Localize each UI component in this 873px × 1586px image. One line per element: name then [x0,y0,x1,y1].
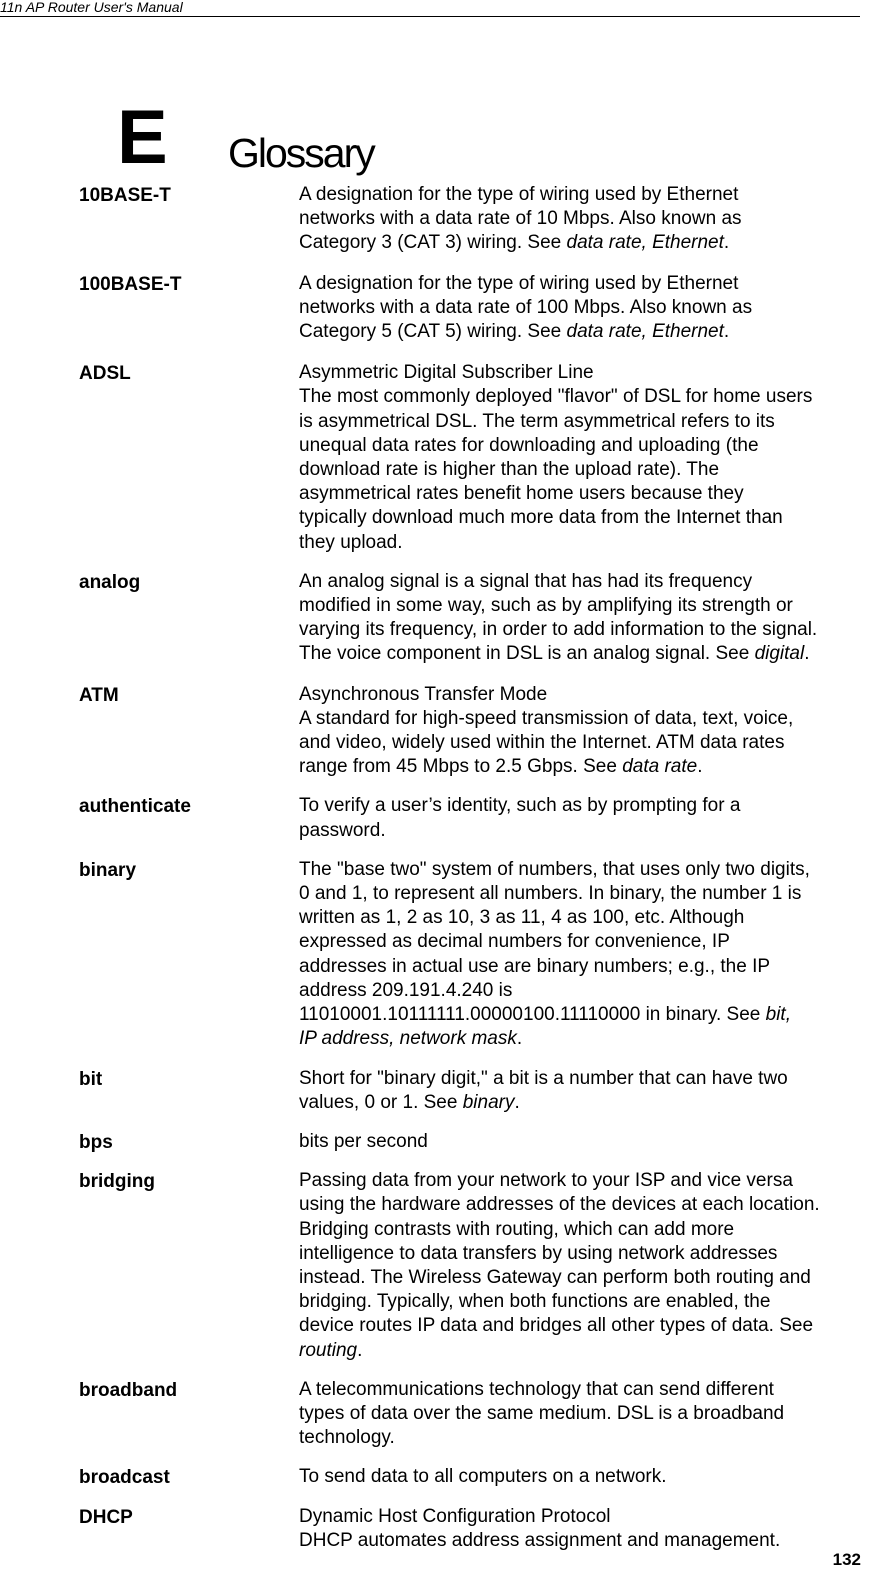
definition-text: 0 and 1, to represent all numbers. In binary, the number 1 is [299,883,802,905]
glossary-entry [79,361,864,555]
definition-line [299,1218,864,1242]
glossary-term: binary [79,859,137,881]
definition-line [299,1465,864,1489]
glossary-entry [79,1067,864,1115]
definition-text: is asymmetrical DSL. The term asymmetrical refers to its [299,410,775,432]
definition-text: varying its frequency, in order to add information to the signal. [299,619,818,641]
definition-text: An analog signal is a signal that has had its frequency [299,570,753,592]
definition-text: typically download much more data from the Internet than [299,507,783,529]
definition-line [299,755,864,779]
definition-line [299,320,864,344]
definition-line [299,1402,864,1426]
definition-text: Asynchronous Transfer Mode [299,683,548,705]
glossary-definition [299,1505,864,1553]
page-header [0,0,860,17]
glossary-term: bridging [79,1171,155,1193]
definition-text: . [723,321,730,343]
definition-line [299,385,864,409]
glossary-definition [299,1130,864,1154]
definition-line [299,231,864,255]
definition-line [299,707,864,731]
definition-text: Dynamic Host Configuration Protocol [299,1505,611,1527]
definition-text: . [516,1028,523,1050]
definition-line [299,1003,864,1027]
definition-text: Category 3 (CAT 3) wiring. See [299,232,567,254]
definition-text: A designation for the type of wiring used by Ethernet [299,272,739,294]
glossary-term: 10BASE-T [79,185,171,206]
definition-text: Category 5 (CAT 5) wiring. See [299,321,567,343]
glossary-definition [299,1378,864,1451]
definition-text: Bridging contrasts with routing, which can add more [299,1218,735,1240]
glossary-term: broadcast [79,1467,170,1489]
glossary-entry [79,858,864,1052]
definition-text: To send data to all computers on a network. [299,1466,667,1488]
definition-line [299,618,864,642]
definition-text: instead. The Wireless Gateway can perform both routing and [299,1266,811,1288]
definition-line [299,1266,864,1290]
glossary-term: analog [79,571,141,593]
glossary-definition [299,683,864,780]
glossary-term: ADSL [79,363,131,385]
glossary-definition [299,1465,864,1489]
definition-text: technology. [299,1427,395,1449]
definition-text: A designation for the type of wiring used by Ethernet [299,184,739,205]
glossary-term: authenticate [79,796,191,818]
glossary-entry [79,570,864,667]
definition-line [299,594,864,618]
definition-text: Passing data from your network to your ISP and vice versa [299,1170,793,1192]
definition-text: bridging. Typically, when both functions are enabled, the [299,1291,771,1313]
definition-text: 11010001.10111111.00000100.11110000 in binary. See [299,1004,766,1026]
definition-line [299,930,864,954]
definition-line [299,955,864,979]
definition-line [299,1426,864,1450]
glossary-definition [299,794,864,842]
definition-line [299,683,864,707]
definition-line [299,979,864,1003]
definition-text: . [514,1091,520,1113]
glossary-definition [299,1169,864,1363]
definition-line [299,482,864,506]
definition-line [299,1169,864,1193]
definition-line [299,1193,864,1217]
definition-line [299,570,864,594]
cross-reference: data rate, Ethernet [566,321,724,343]
definition-line [299,858,864,882]
definition-text: intelligence to data transfers by using network addresses [299,1242,778,1264]
glossary-definition [299,570,864,667]
definition-text: networks with a data rate of 10 Mbps. Also known as [299,208,742,230]
chapter-letter: E [117,95,168,180]
glossary-entry [79,1130,864,1154]
definition-line [299,434,864,458]
page-number: 132 [832,1550,861,1569]
definition-text: written as 1, 2 as 10, 3 as 11, 4 as 100, etc. Although [299,907,745,929]
definition-line [299,361,864,385]
definition-text: download rate is higher than the upload rate). The [299,459,720,481]
definition-text: The voice component in DSL is an analog signal. See [299,643,755,665]
glossary-entry [79,1465,864,1489]
definition-text: A standard for high-speed transmission of data, text, voice, [299,707,794,729]
glossary-term: bit [79,1068,103,1090]
definition-line [299,642,864,666]
definition-text: To verify a user’s identity, such as by prompting for a [299,795,741,817]
glossary-term: ATM [79,684,119,706]
glossary-term: DHCP [79,1506,133,1528]
definition-line [299,794,864,818]
glossary-entry [79,794,864,842]
definition-line [299,1290,864,1314]
definition-text: they upload. [299,531,403,553]
definition-text: and video, widely used within the Internet. ATM data rates [299,732,785,754]
definition-line [299,731,864,755]
glossary-term: bps [79,1131,113,1153]
definition-text: addresses in actual use are binary numbers; e.g., the IP [299,955,771,977]
cross-reference: data rate, Ethernet [566,232,724,254]
definition-text: modified in some way, such as by amplifying its strength or [299,595,793,617]
definition-text: A telecommunications technology that can send different [299,1378,774,1400]
definition-text: expressed as decimal numbers for convenience, IP [299,931,730,953]
glossary-entry [79,683,864,780]
definition-text: The most commonly deployed "flavor" of DSL for home users [299,386,813,408]
definition-line [299,1242,864,1266]
manual-title: 11n AP Router User's Manual [0,0,183,15]
definition-line [299,531,864,555]
definition-line [299,1529,864,1553]
definition-text: Short for "binary digit," a bit is a number that can have two [299,1067,788,1089]
definition-line [299,272,864,296]
cross-reference: IP address, network mask [299,1028,517,1050]
definition-text: The "base two" system of numbers, that uses only two digits, [299,858,810,880]
definition-line [299,458,864,482]
definition-text: networks with a data rate of 100 Mbps. Also known as [299,296,753,318]
definition-text: . [723,232,730,254]
definition-text: using the hardware addresses of the devices at each location. [299,1194,820,1216]
glossary-entry [79,1169,864,1363]
glossary-entry [79,1505,864,1553]
glossary-definition [299,183,864,256]
definition-text: values, 0 or 1. See [299,1091,463,1113]
cross-reference: bit, [765,1004,791,1026]
definition-line [299,296,864,320]
definition-line [299,906,864,930]
glossary-term: 100BASE-T [79,273,182,295]
definition-line [299,410,864,434]
glossary-definition [299,858,864,1052]
glossary-list [79,183,864,1553]
glossary-definition [299,361,864,555]
definition-text: unequal data rates for downloading and uploading (the [299,434,759,456]
definition-text: asymmetrical rates benefit home users because they [299,483,744,505]
definition-line [299,1091,864,1115]
cross-reference: routing [299,1339,358,1361]
definition-line [299,1314,864,1338]
definition-line [299,1339,864,1363]
cross-reference: data rate [622,756,698,778]
definition-text: address 209.191.4.240 is [299,979,513,1001]
cross-reference: binary [462,1091,515,1113]
definition-line [299,1130,864,1154]
definition-line [299,1027,864,1051]
definition-text: password. [299,819,386,841]
definition-text: . [697,756,703,778]
glossary-entry [79,1378,864,1451]
glossary-term: broadband [79,1379,178,1401]
definition-text: types of data over the same medium. DSL is a broadband [299,1402,785,1424]
glossary-definition [299,272,864,345]
cross-reference: digital [754,643,805,665]
definition-line [299,1378,864,1402]
definition-text: . [357,1339,363,1361]
definition-line [299,207,864,231]
definition-text: . [804,643,810,665]
glossary-definition [299,1067,864,1115]
chapter-title: Glossary [228,130,374,176]
definition-text: device routes IP data and bridges all other types of data. See [299,1315,814,1337]
definition-text: bits per second [299,1130,428,1152]
definition-line [299,882,864,906]
glossary-entry [79,183,864,256]
definition-line [299,819,864,843]
definition-line [299,183,864,207]
definition-text: DHCP automates address assignment and management. [299,1529,781,1551]
definition-line [299,1505,864,1529]
definition-line [299,506,864,530]
definition-text: Asymmetric Digital Subscriber Line [299,362,594,384]
definition-text: range from 45 Mbps to 2.5 Gbps. See [299,756,623,778]
definition-line [299,1067,864,1091]
glossary-entry [79,272,864,345]
